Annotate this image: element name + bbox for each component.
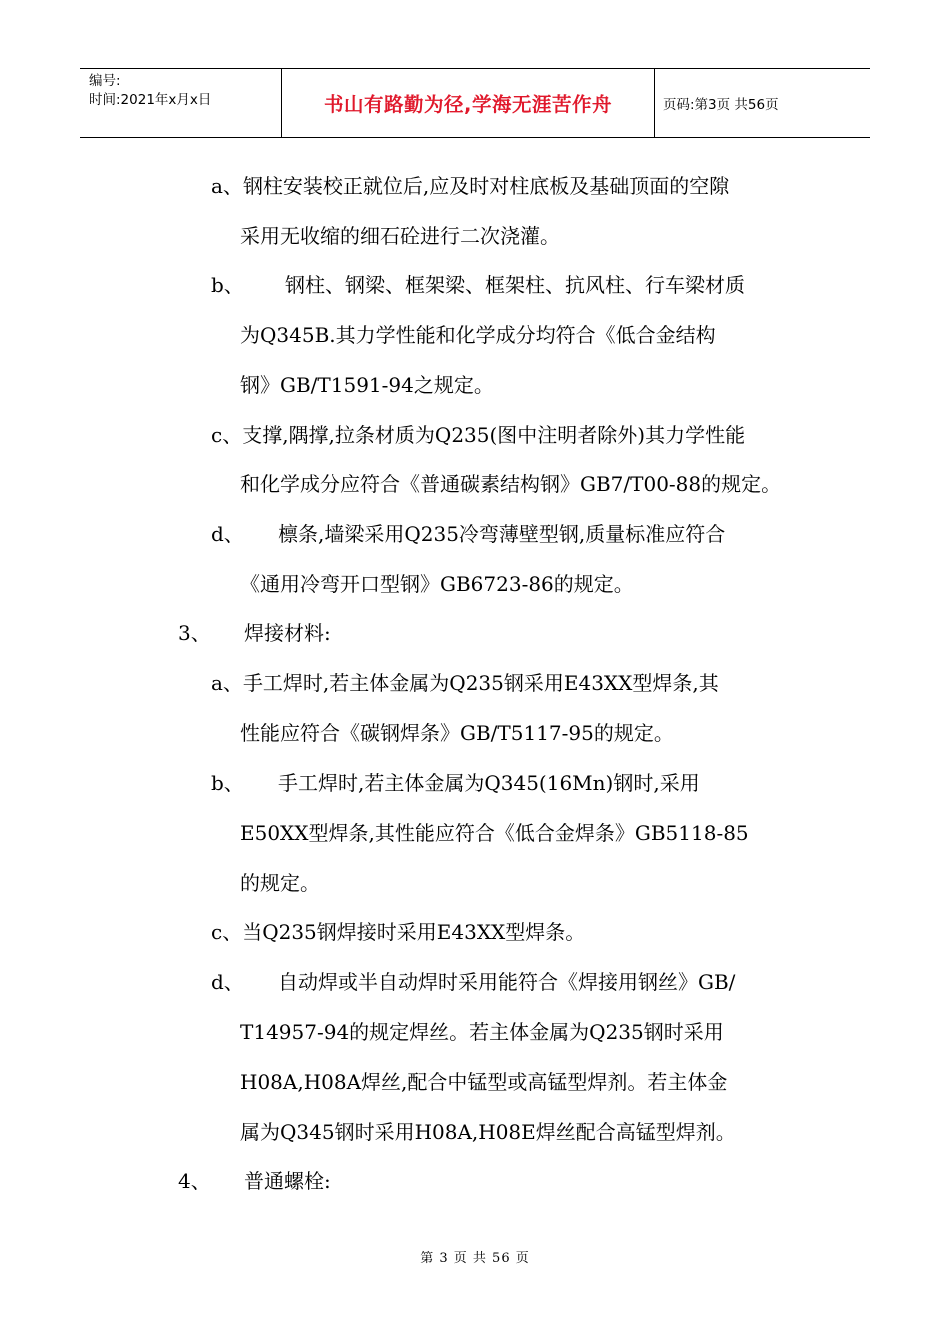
list-item-label: b、 — [211, 771, 244, 795]
list-item-text: 性能应符合《碳钢焊条》GB/T5117-95的规定。 — [240, 721, 674, 745]
list-item-label: a、手工焊时,若主体金属为Q235钢采用E43XX型焊条,其 — [211, 671, 719, 695]
header-page-code: 页码:第3页 共56页 — [663, 97, 779, 113]
section-title: 焊接材料: — [244, 621, 331, 645]
section-number: 4、 — [178, 1169, 211, 1193]
document-header — [80, 68, 870, 138]
list-item-text: 手工焊时,若主体金属为Q345(16Mn)钢时,采用 — [278, 771, 700, 795]
list-item-text: 《通用冷弯开口型钢》GB6723-86的规定。 — [240, 572, 634, 596]
header-motto-cell — [282, 69, 655, 137]
list-item-label: b、 — [211, 273, 244, 297]
list-item-label: d、 — [211, 970, 244, 994]
list-item-label: a、钢柱安装校正就位后,应及时对柱底板及基础顶面的空隙 — [211, 174, 730, 198]
list-item-text: 手工焊时,若主体金属为Q235钢采用E43XX型焊条,其 — [242, 671, 719, 695]
section-title: 普通螺栓: — [244, 1169, 331, 1193]
header-motto: 书山有路勤为径,学海无涯苦作舟 — [324, 93, 612, 116]
header-meta-cell — [80, 69, 282, 137]
list-item-text: 自动焊或半自动焊时采用能符合《焊接用钢丝》GB/ — [278, 970, 736, 994]
list-item-text: 为Q345B.其力学性能和化学成分均符合《低合金结构 — [240, 323, 716, 347]
list-item-label: c、支撑,隅撑,拉条材质为Q235(图中注明者除外)其力学性能 — [211, 423, 746, 447]
list-item-text: 采用无收缩的细石砼进行二次浇灌。 — [240, 224, 560, 248]
document-number-label: 编号: — [89, 73, 121, 89]
list-item-text: 属为Q345钢时采用H08A,H08E焊丝配合高锰型焊剂。 — [240, 1120, 736, 1144]
list-item-text: 檩条,墙梁采用Q235冷弯薄壁型钢,质量标准应符合 — [278, 522, 726, 546]
section-number: 3、 — [178, 621, 211, 645]
list-item-text: 的规定。 — [240, 871, 320, 895]
list-item-text: 和化学成分应符合《普通碳素结构钢》GB7/T00-88的规定。 — [240, 472, 782, 496]
list-item-text: 当Q235钢焊接时采用E43XX型焊条。 — [242, 920, 586, 944]
list-item-label: d、 — [211, 522, 244, 546]
list-item-text: T14957-94的规定焊丝。若主体金属为Q235钢时采用 — [240, 1020, 724, 1044]
list-item-text: H08A,H08A焊丝,配合中锰型或高锰型焊剂。若主体金 — [240, 1070, 728, 1094]
list-item-text: 钢柱安装校正就位后,应及时对柱底板及基础顶面的空隙 — [242, 174, 730, 198]
header-page-cell — [655, 69, 870, 137]
list-item-text: E50XX型焊条,其性能应符合《低合金焊条》GB5118-85 — [240, 821, 749, 845]
page-footer: 第 3 页 共 56 页 — [420, 1251, 530, 1266]
list-item-text: 支撑,隅撑,拉条材质为Q235(图中注明者除外)其力学性能 — [242, 423, 746, 447]
list-item-label: c、当Q235钢焊接时采用E43XX型焊条。 — [211, 920, 586, 944]
list-item-text: 钢柱、钢梁、框架梁、框架柱、抗风柱、行车梁材质 — [285, 273, 745, 297]
list-item-text: 钢》GB/T1591-94之规定。 — [240, 373, 494, 397]
document-time-label: 时间:2021年x月x日 — [89, 92, 212, 108]
